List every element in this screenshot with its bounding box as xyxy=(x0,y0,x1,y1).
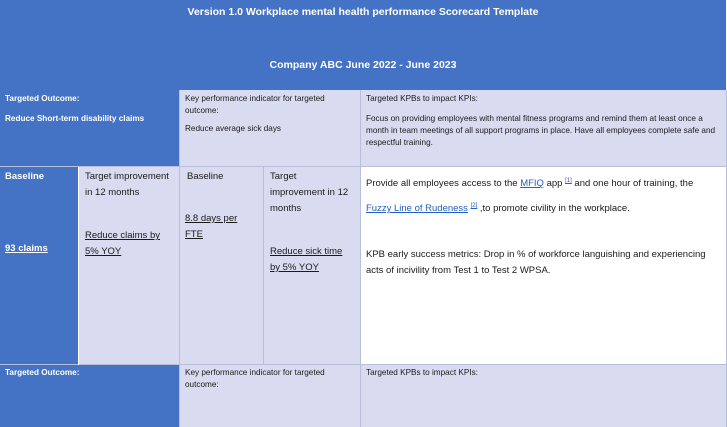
column-divider xyxy=(360,90,361,427)
baseline-label: Baseline xyxy=(5,171,45,182)
baseline-2-label: Baseline xyxy=(187,171,224,182)
target-label: Target improvement in 12 months xyxy=(85,171,169,198)
kpi-label-2: Key performance indicator for targeted outcome: xyxy=(185,368,325,389)
actions-text-part: and one hour of training, the xyxy=(571,178,694,189)
kpi-cell xyxy=(179,90,360,167)
column-divider xyxy=(263,167,264,365)
column-divider xyxy=(179,90,180,427)
targeted-outcome-label-2: Targeted Outcome: xyxy=(5,368,80,377)
baseline-cell xyxy=(0,167,78,365)
target-value: Reduce claims by 5% YOY xyxy=(85,230,160,257)
target-2-label: Target improvement in 12 months xyxy=(270,171,349,214)
success-metrics-text: KPB early success metrics: Drop in % of workforce languishing and experiencing acts of incivility from Test 1 to Test 2 WPSA. xyxy=(366,249,706,276)
mfiq-link[interactable]: MFIQ xyxy=(520,178,544,189)
kpi-cell-2 xyxy=(179,365,360,427)
actions-text-part: ,to promote civility in the workplace. xyxy=(477,203,630,214)
kpb-cell-2 xyxy=(360,365,727,427)
baseline-2-cell xyxy=(179,167,263,365)
kpb-label: Targeted KPBs to impact KPIs: xyxy=(366,94,478,103)
scorecard-title: Version 1.0 Workplace mental health performance Scorecard Template xyxy=(187,6,539,18)
targeted-outcome-label: Targeted Outcome: xyxy=(5,94,80,103)
baseline-value: 93 claims xyxy=(5,243,48,254)
scorecard-subtitle: Company ABC June 2022 - June 2023 xyxy=(269,59,457,71)
target-cell xyxy=(78,167,179,365)
footnote-ref-1[interactable]: [1] xyxy=(565,178,572,184)
footnote-ref-2[interactable]: [2] xyxy=(470,203,478,209)
actions-text-part: Provide all employees access to the xyxy=(366,178,521,189)
baseline-2-value: 8.8 days per FTE xyxy=(185,213,238,240)
actions-text xyxy=(366,170,721,220)
targeted-outcome-cell xyxy=(0,90,179,167)
row-divider xyxy=(0,364,727,365)
actions-cell xyxy=(360,167,727,365)
row-divider xyxy=(0,166,727,167)
fuzzy-line-link[interactable]: Fuzzy Line of Rudeness xyxy=(366,203,468,214)
kpi-label: Key performance indicator for targeted outcome: xyxy=(185,94,325,115)
scorecard-header xyxy=(0,0,727,90)
column-divider xyxy=(78,167,79,365)
kpb-cell xyxy=(360,90,727,167)
kpb-label-2: Targeted KPBs to impact KPIs: xyxy=(366,368,478,377)
target-2-cell xyxy=(263,167,360,365)
kpi-value: Reduce average sick days xyxy=(185,124,282,133)
targeted-outcome-cell-2 xyxy=(0,365,179,427)
actions-text-part: app xyxy=(543,178,566,189)
target-2-value: Reduce sick time by 5% YOY xyxy=(270,246,343,273)
targeted-outcome-value: Reduce Short-term disability claims xyxy=(5,114,145,123)
kpb-text: Focus on providing employees with mental fitness programs and remind them at least once a month in team meetings of all support programs in place. Have all employees complete safe and respectful training. xyxy=(366,114,716,147)
